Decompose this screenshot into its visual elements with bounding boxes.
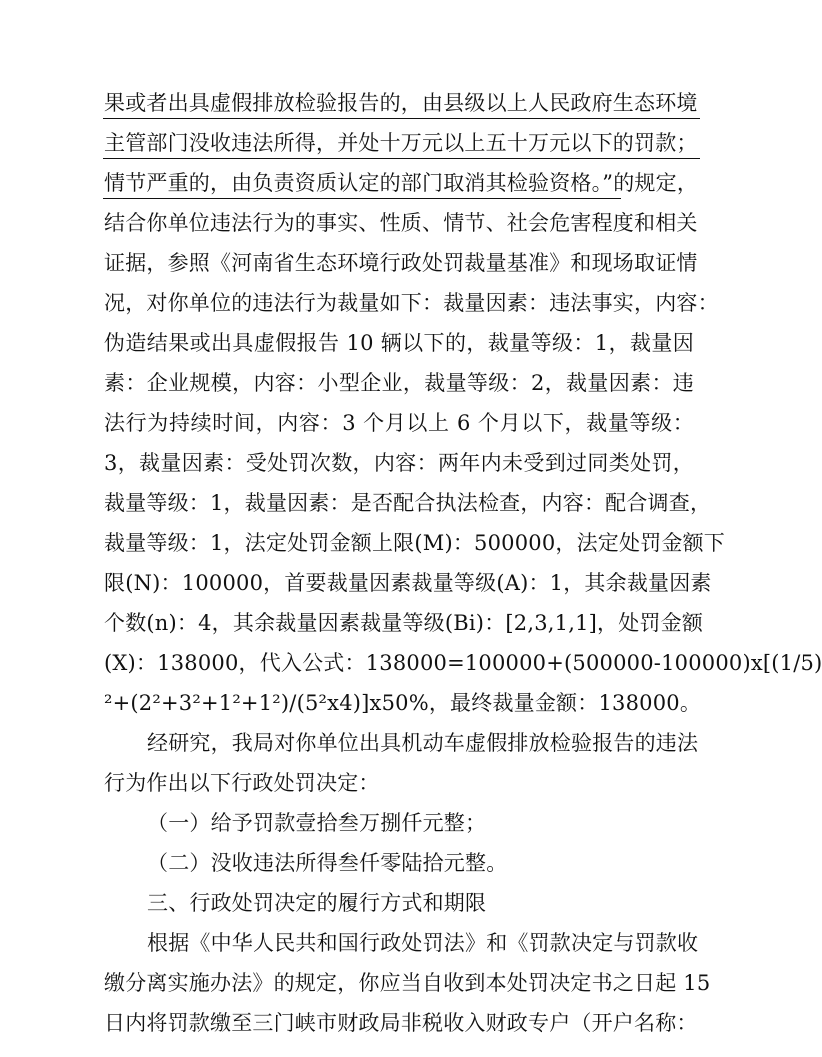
- text-line-16: ²+(2²+3²+1²+1²)/(5²x4)]x50%，最终裁量金额：138000。: [104, 691, 702, 715]
- underline-2: [103, 158, 700, 159]
- text-line-9: 法行为持续时间，内容：3 个月以上 6 个月以下，裁量等级：: [104, 411, 694, 435]
- text-line-8: 素：企业规模，内容：小型企业，裁量等级：2，裁量因素：违: [104, 371, 694, 395]
- text-line-11: 裁量等级：1，裁量因素：是否配合执法检查，内容：配合调查，: [104, 491, 712, 515]
- text-line-7: 伪造结果或出具虚假报告 10 辆以下的，裁量等级：1，裁量因: [104, 331, 694, 355]
- paragraph-decision-line-2: 行为作出以下行政处罚决定：: [104, 771, 380, 795]
- text-line-10: 3，裁量因素：受处罚次数，内容：两年内未受到过同类处罚，: [104, 451, 694, 475]
- underline-3: [103, 198, 621, 199]
- text-line-6: 况，对你单位的违法行为裁量如下：裁量因素：违法事实，内容：: [104, 291, 719, 315]
- text-line-14: 个数(n)：4，其余裁量因素裁量等级(Bi)：[2,3,1,1]，处罚金额: [104, 611, 704, 635]
- decision-item-2: （二）没收违法所得叁仟零陆拾元整。: [147, 851, 508, 875]
- underline-1: [103, 118, 700, 119]
- decision-item-1: （一）给予罚款壹拾叁万捌仟元整；: [147, 811, 487, 835]
- text-line-15: (X)：138000，代入公式：138000=100000+(500000-100000)x[(1/5): [104, 651, 822, 675]
- text-line-12: 裁量等级：1，法定处罚金额上限(M)：500000，法定处罚金额下: [104, 531, 726, 555]
- text-line-4: 结合你单位违法行为的事实、性质、情节、社会危害程度和相关: [104, 211, 698, 235]
- payment-paragraph-line-3: 日内将罚款缴至三门峡市财政局非税收入财政专户（开户名称：: [104, 1011, 698, 1035]
- payment-paragraph-line-2: 缴分离实施办法》的规定，你应当自收到本处罚决定书之日起 15: [104, 971, 711, 995]
- paragraph-decision-line-1: 经研究，我局对你单位出具机动车虚假排放检验报告的违法: [147, 731, 699, 755]
- text-line-1: 果或者出具虚假排放检验报告的，由县级以上人民政府生态环境: [104, 91, 698, 115]
- section-heading-3: 三、行政处罚决定的履行方式和期限: [147, 891, 487, 915]
- text-line-3: 情节严重的，由负责资质认定的部门取消其检验资格。”的规定，: [104, 171, 699, 195]
- payment-paragraph-line-1: 根据《中华人民共和国行政处罚法》和《罚款决定与罚款收: [147, 931, 699, 955]
- text-line-13: 限(N)：100000，首要裁量因素裁量等级(A)：1，其余裁量因素: [104, 571, 712, 595]
- text-line-5: 证据，参照《河南省生态环境行政处罚裁量基准》和现场取证情: [104, 251, 698, 275]
- text-line-2: 主管部门没收违法所得，并处十万元以上五十万元以下的罚款；: [104, 131, 698, 155]
